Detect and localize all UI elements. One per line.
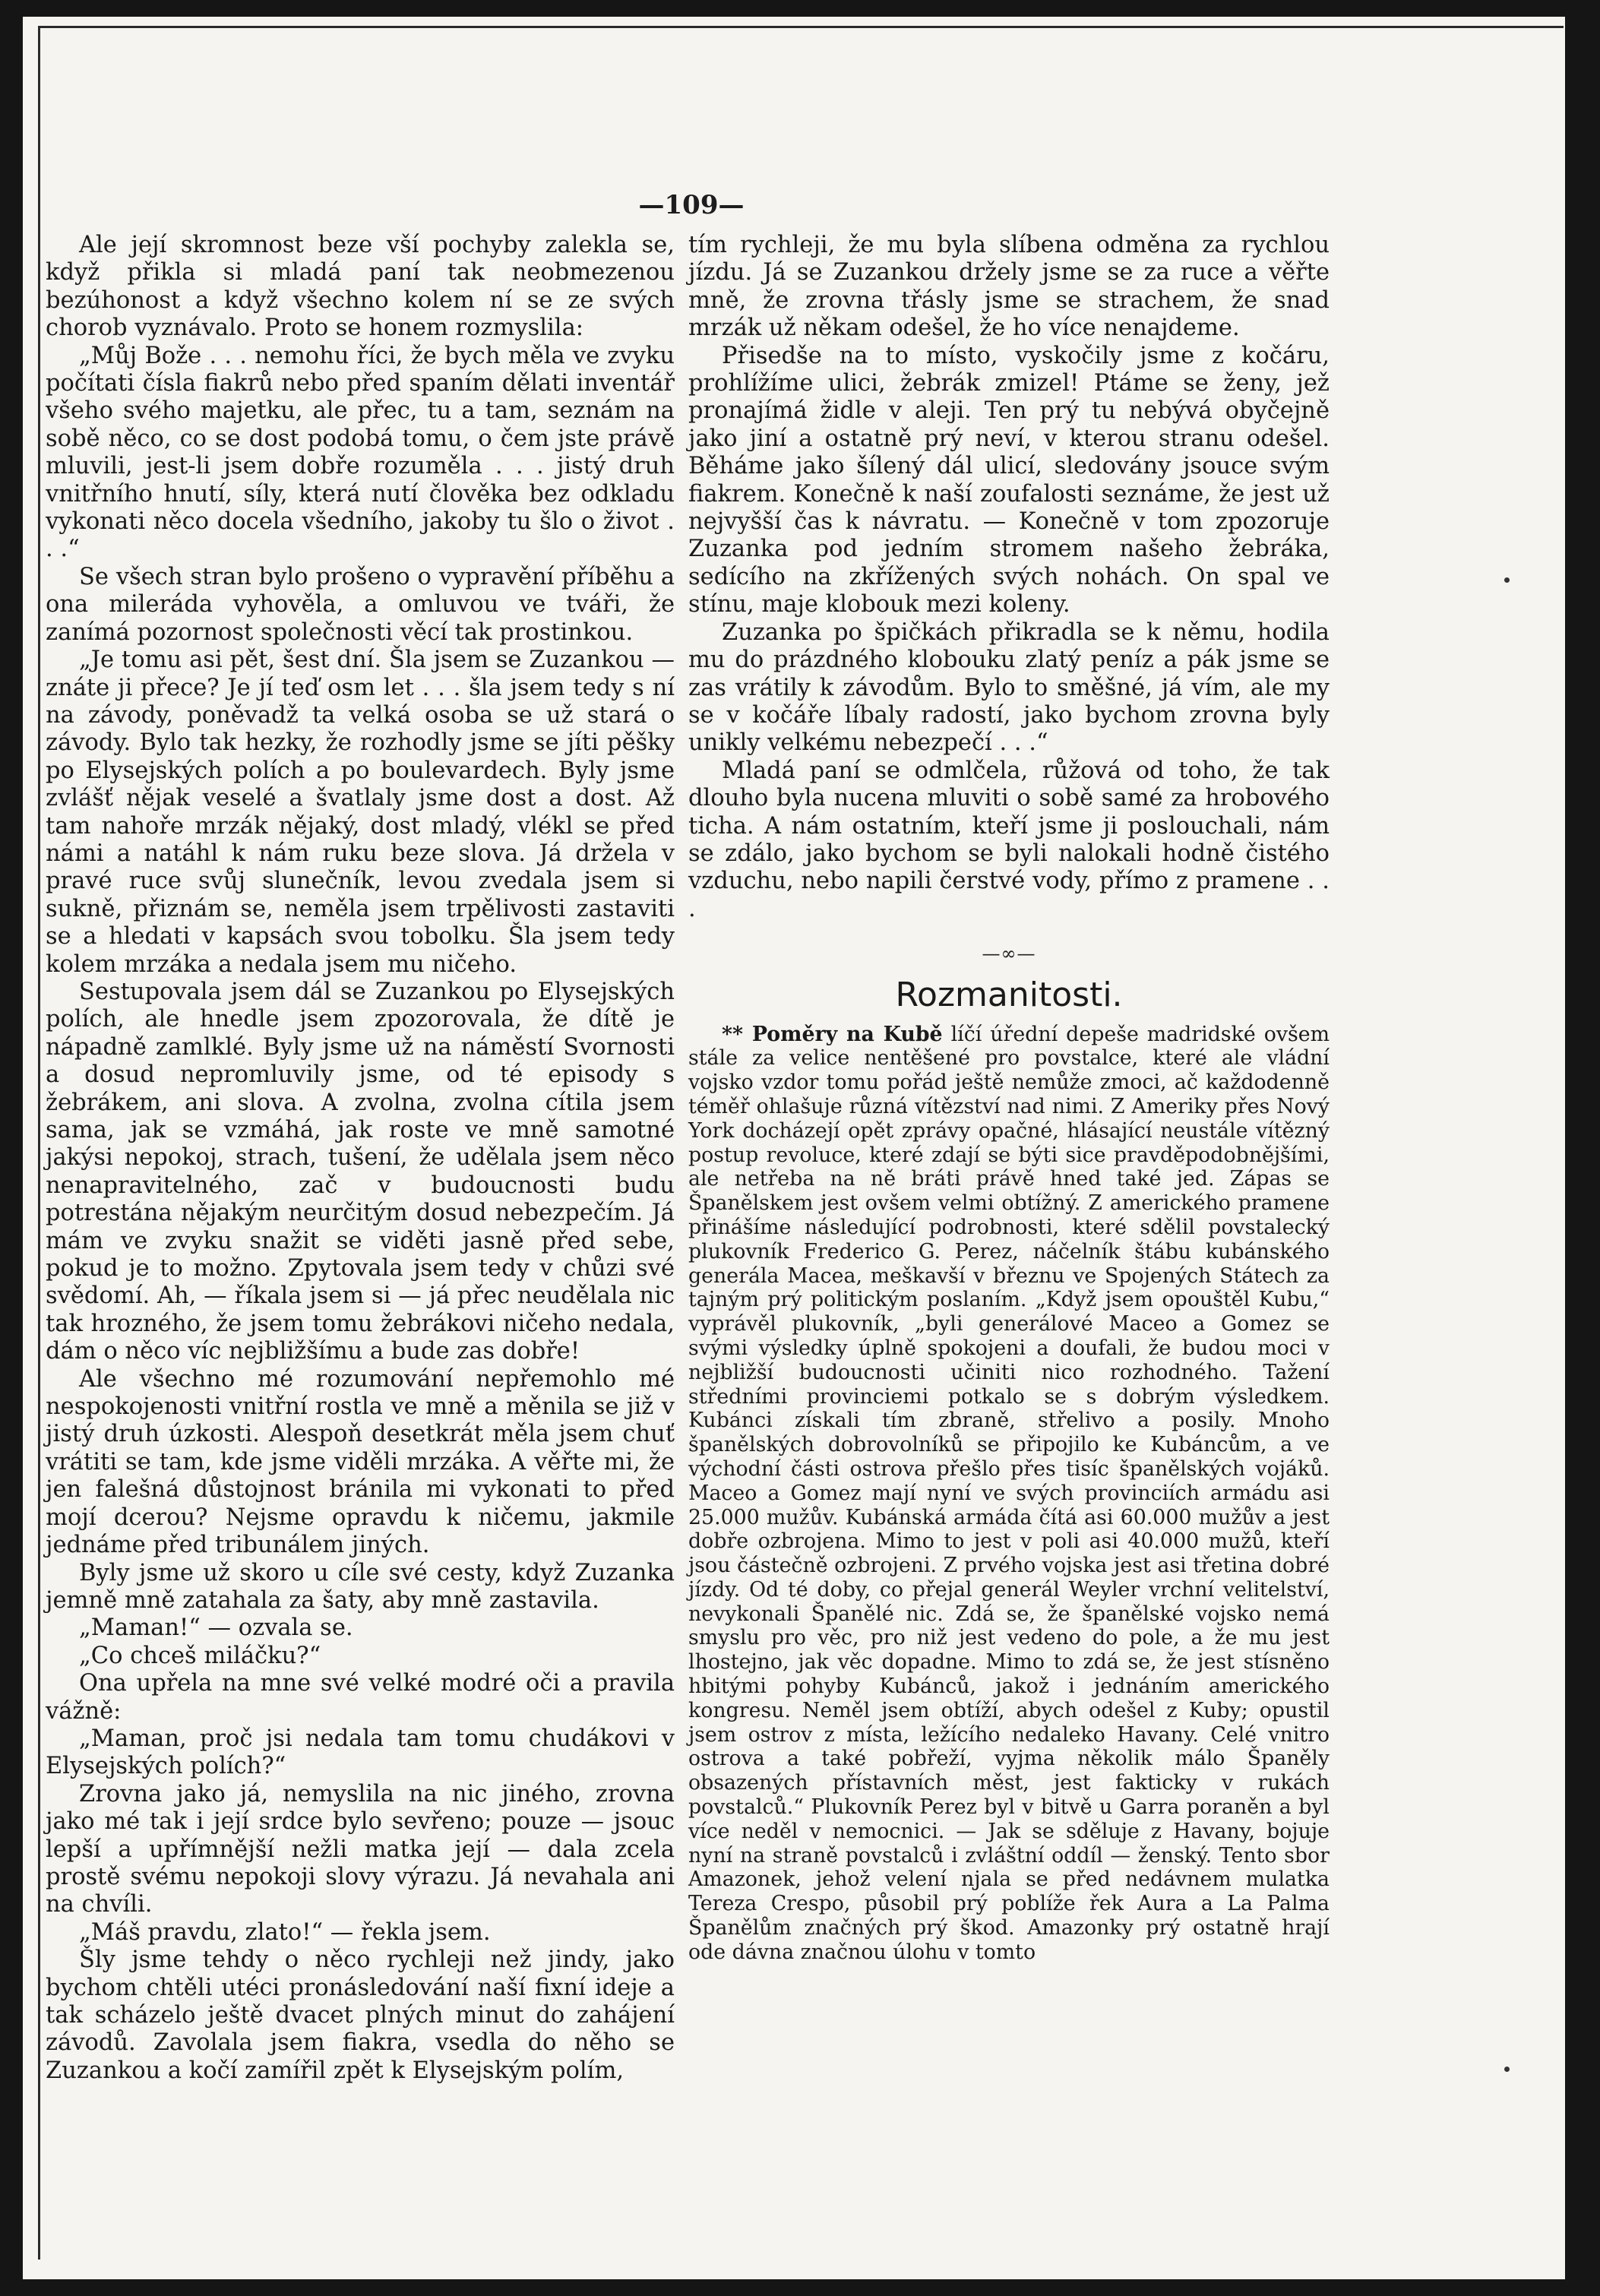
paragraph: „Maman, proč jsi nedala tam tomu chudákovi v Elysejských polích?“	[46, 1725, 675, 1780]
news-lead: ** Poměry na Kubě	[722, 1022, 943, 1046]
paragraph: Přisedše na to místo, vyskočily jsme z kočáru, prohlížíme ulici, žebrák zmizel! Ptáme se ženy, jež pronajímá židle v aleji. Ten prý tu nebývá obyčejně jako jiní a ostatně prý neví, v kterou stranu odešel. Běháme jako šílený dál ulicí, sledovány jsouce svým fiakrem. Konečně k naší zoufalosti seznáme, že jest už nejvyšší čas k návratu. — Konečně v tom zpozoruje Zuzanka pod jedním stromem našeho žebráka, sedícího na zkřížených svých nohách. On spal ve stínu, maje klobouk mezi koleny.	[688, 342, 1330, 618]
paragraph: Se všech stran bylo prošeno o vypravění příběhu a ona mileráda vyhověla, a omluvou ve tváři, že zanímá pozornost společnosti věcí tak prostinkou.	[46, 563, 675, 646]
paragraph: Ona upřela na mne své velké modré oči a pravila vážně:	[46, 1670, 675, 1725]
paragraph: Byly jsme už skoro u cíle své cesty, když Zuzanka jemně mně zatahala za šaty, aby mně zastavila.	[46, 1559, 675, 1614]
paragraph: Sestupovala jsem dál se Zuzankou po Elysejských polích, ale hnedle jsem zpozorovala, že dítě je nápadně zamlklé. Byly jsme už na náměstí Svornosti a dosud nepromluvily jsme, od té episody s žebrákem, ani slova. A zvolna, zvolna cítila jsem sama, jak se vzmáhá, jak roste ve mně samotné jakýsi nepokoj, strach, tušení, že udělala jsem něco nenapravitelného, zač v budoucnosti budu potrestána nějakým neurčitým dosud nebezpečím. Já mám ve zvyku snažit se viděti jasně před sebe, pokud je to možno. Zpytovala jsem tedy v chůzi své svědomí. Ah, — říkala jsem si — já přec neudělala nic tak hrozného, že jsem tomu žebrákovi ničeho nedala, dám o něco víc nejbližšímu a bude zas dobře!	[46, 978, 675, 1365]
paragraph: „Máš pravdu, zlato!“ — řekla jsem.	[79, 1918, 491, 1946]
paragraph: Zrovna jako já, nemyslila na nic jiného, zrovna jako mé tak i její srdce bylo sevřeno; pouze — jsouc lepší a upřímnější nežli matka její — dala zcela prostě svému nepokoji slovy výrazu. Já nevahala ani na chvíli.	[46, 1780, 675, 1918]
scan-edge-right	[1565, 17, 1579, 2279]
page-number: —109—	[638, 190, 745, 220]
paragraph: tím rychleji, že mu byla slíbena odměna za rychlou jízdu. Já se Zuzankou držely jsme se za ruce a věřte mně, že zrovna třásly jsme se strachem, že snad mrzák už někam odešel, že ho více nenajdeme.	[688, 232, 1330, 342]
paragraph: „Můj Bože . . . nemohu říci, že bych měla ve zvyku počítati čísla fiakrů nebo před spaním dělati inventář všeho svého majetku, ale přec, tu a tam, seznám na sobě něco, co se dost podobá tomu, o čem jste právě mluvili, jest-li jsem dobře rozuměla . . . jistý druh vnitřního hnutí, síly, která nutí člověka bez odkladu vykonati něco docela všedního, jakoby tu šlo o život . . .“	[46, 342, 675, 563]
page-border-left	[38, 26, 40, 2260]
news-body: líčí úřední depeše madridské ovšem stále za velice nentěšené pro povstalce, které ale vládní vojsko vzdor tomu pořád ještě nemůže zmoci, ač každodenně téměř ohlašuje různá vítězství nad nimi. Z Ameriky přes Nový York docházejí opět zprávy opačné, hlásající neustále vítězný postup revoluce, které zdají se býti sice pravděpodobnějšími, ale netřeba na ně bráti právě hned také jed. Zápas se Španělskem jest ovšem velmi obtížný. Z amerického pramene přinášíme následující podrobnosti, které sdělil povstalecký plukovník Frederico G. Perez, náčelník štábu kubánského generála Macea, meškavší v březnu ve Spojených Státech za tajným prý politickým poslaním. „Když jsem opouštěl Kubu,“ vyprávěl plukovník, „byli generálové Maceo a Gomez se svými výsledky úplně spokojeni a doufali, že budou moci v nejbližší budoucnosti učiniti nico rozhodného. Tažení středními provinciemi potkalo se s dobrým výsledkem. Kubánci získali tím zbraně, střelivo a posily. Mnoho španělských dobrovolníků se připojilo ke Kubáncům, a ve východní části ostrova přešlo přes tisíc španělských vojáků. Maceo a Gomez mají nyní ve svých provinciích armádu asi 25.000 mužův. Kubánská armáda čítá asi 60.000 mužův a jest dobře ozbrojena. Mimo to jest v poli asi 40.000 mužů, kteří jsou částečně ozbrojeni. Z prvého vojska jest asi třetina dobré jízdy. Od té doby, co přejal generál Weyler vrchní velitelství, nevykonali Španělé nic. Zdá se, že španělské vojsko nemá smyslu pro věc, pro niž jest vedeno do pole, a že mu jest lhostejno, jak věc dopadne. Mimo to zdá se, že jest stísněno hbitými pohyby Kubánců, jakož i jednáním amerického kongresu. Neměl jsem obtíží, abych odešel z Kuby; opustil jsem ostrov z místa, ležícího nedaleko Havany. Celé vnitro ostrova a také pobřeží, vyjma několik málo Španěly obsazených přístavních měst, jest fakticky v rukách povstalců.“ Plukovník Perez byl v bitvě u Garra poraněn a byl více neděl v nemocnici. — Jak se sděluje z Havany, bojuje nyní na straně povstalců i zvláštní oddíl — ženský. Tento sbor Amazonek, jehož velení njala se před nedávnem mulatka Tereza Crespo, působil prý poblíže řek Aura a La Palma Španělům značných prý škod. Amazonky prý ostatně hrají ode dávna značnou úlohu v tomto	[688, 1022, 1330, 1964]
section-title: Rozmanitosti.	[895, 975, 1123, 1014]
news-item	[688, 1023, 1330, 1965]
right-column	[688, 232, 1330, 1965]
paragraph: Mladá paní se odmlčela, růžová od toho, že tak dlouho byla nucena mluviti o sobě samé za hrobového ticha. A nám ostatním, kteří jsme ji poslouchali, nám se zdálo, jako bychom se byli nalokali hodně čistého vzduchu, nebo napili čerstvé vody, přímo z pramene . . .	[688, 757, 1330, 922]
paragraph: Ale všechno mé rozumování nepřemohlo mé nespokojenosti vnitřní rostla ve mně a měnila se již v jistý druh úzkosti. Alespoň desetkrát měla jsem chuť vrátiti se tam, kde jsme viděli mrzáka. A věřte mi, že jen falešná důstojnost bránila mi vykonati to před mojí dcerou? Nejsme opravdu k ničemu, jakmile jednáme před tribunálem jiných.	[46, 1365, 675, 1559]
paragraph: Šly jsme tehdy o něco rychleji než jindy, jako bychom chtěli utéci pronásledování naší fixní ideje a tak scházelo ještě dvacet plných minut do zahájení závodů. Zavolala jsem fiakra, vsedla do něho se Zuzankou a kočí zamířil zpět k Elysejským polím,	[46, 1947, 675, 2084]
scan-speck	[1504, 2067, 1510, 2072]
scan-speck	[1504, 577, 1510, 583]
paragraph: Ale její skromnost beze vší pochyby zalekla se, když přikla si mladá paní tak neobmezenou bezúhonost a když všechno kolem ní se ze svých chorob vyznávalo. Proto se honem rozmyslila:	[46, 232, 675, 342]
left-column	[46, 232, 675, 2085]
paragraph: „Je tomu asi pět, šest dní. Šla jsem se Zuzankou — znáte ji přece? Je jí teď osm let . . . šla jsem tedy s ní na závody, poněvadž ta velká osoba se už stará o závody. Bylo tak hezky, že rozhodly jsme se jíti pěšky po Elysejských polích a po boulevardech. Byly jsme zvlášť nějak veselé a švatlaly jsme dost a dost. Až tam nahoře mrzák nějaký, dost mladý, vlékl se před námi a natáhl k nám ruku beze slova. Já držela v pravé ruce svůj slunečník, levou zvedala jsem si sukně, přiznám se, neměla jsem trpělivosti zastaviti se a hledati v kapsách svou tobolku. Šla jsem tedy kolem mrzáka a nedala jsem mu ničeho.	[46, 647, 675, 978]
newspaper-page	[23, 17, 1579, 2279]
paragraph: „Maman!“ — ozvala se.	[79, 1614, 353, 1642]
page-border-top	[38, 26, 1564, 28]
section-divider: —∞—	[982, 943, 1036, 965]
paragraph: Zuzanka po špičkách přikradla se k němu, hodila mu do prázdného klobouku zlatý peníz a pák jsme se zas vrátily k závodům. Bylo to směšné, já vím, ale my se v kočáře líbaly radostí, jako bychom zrovna byly unikly velkému nebezpečí . . .“	[688, 618, 1330, 757]
paragraph: „Co chceš miláčku?“	[79, 1642, 321, 1669]
